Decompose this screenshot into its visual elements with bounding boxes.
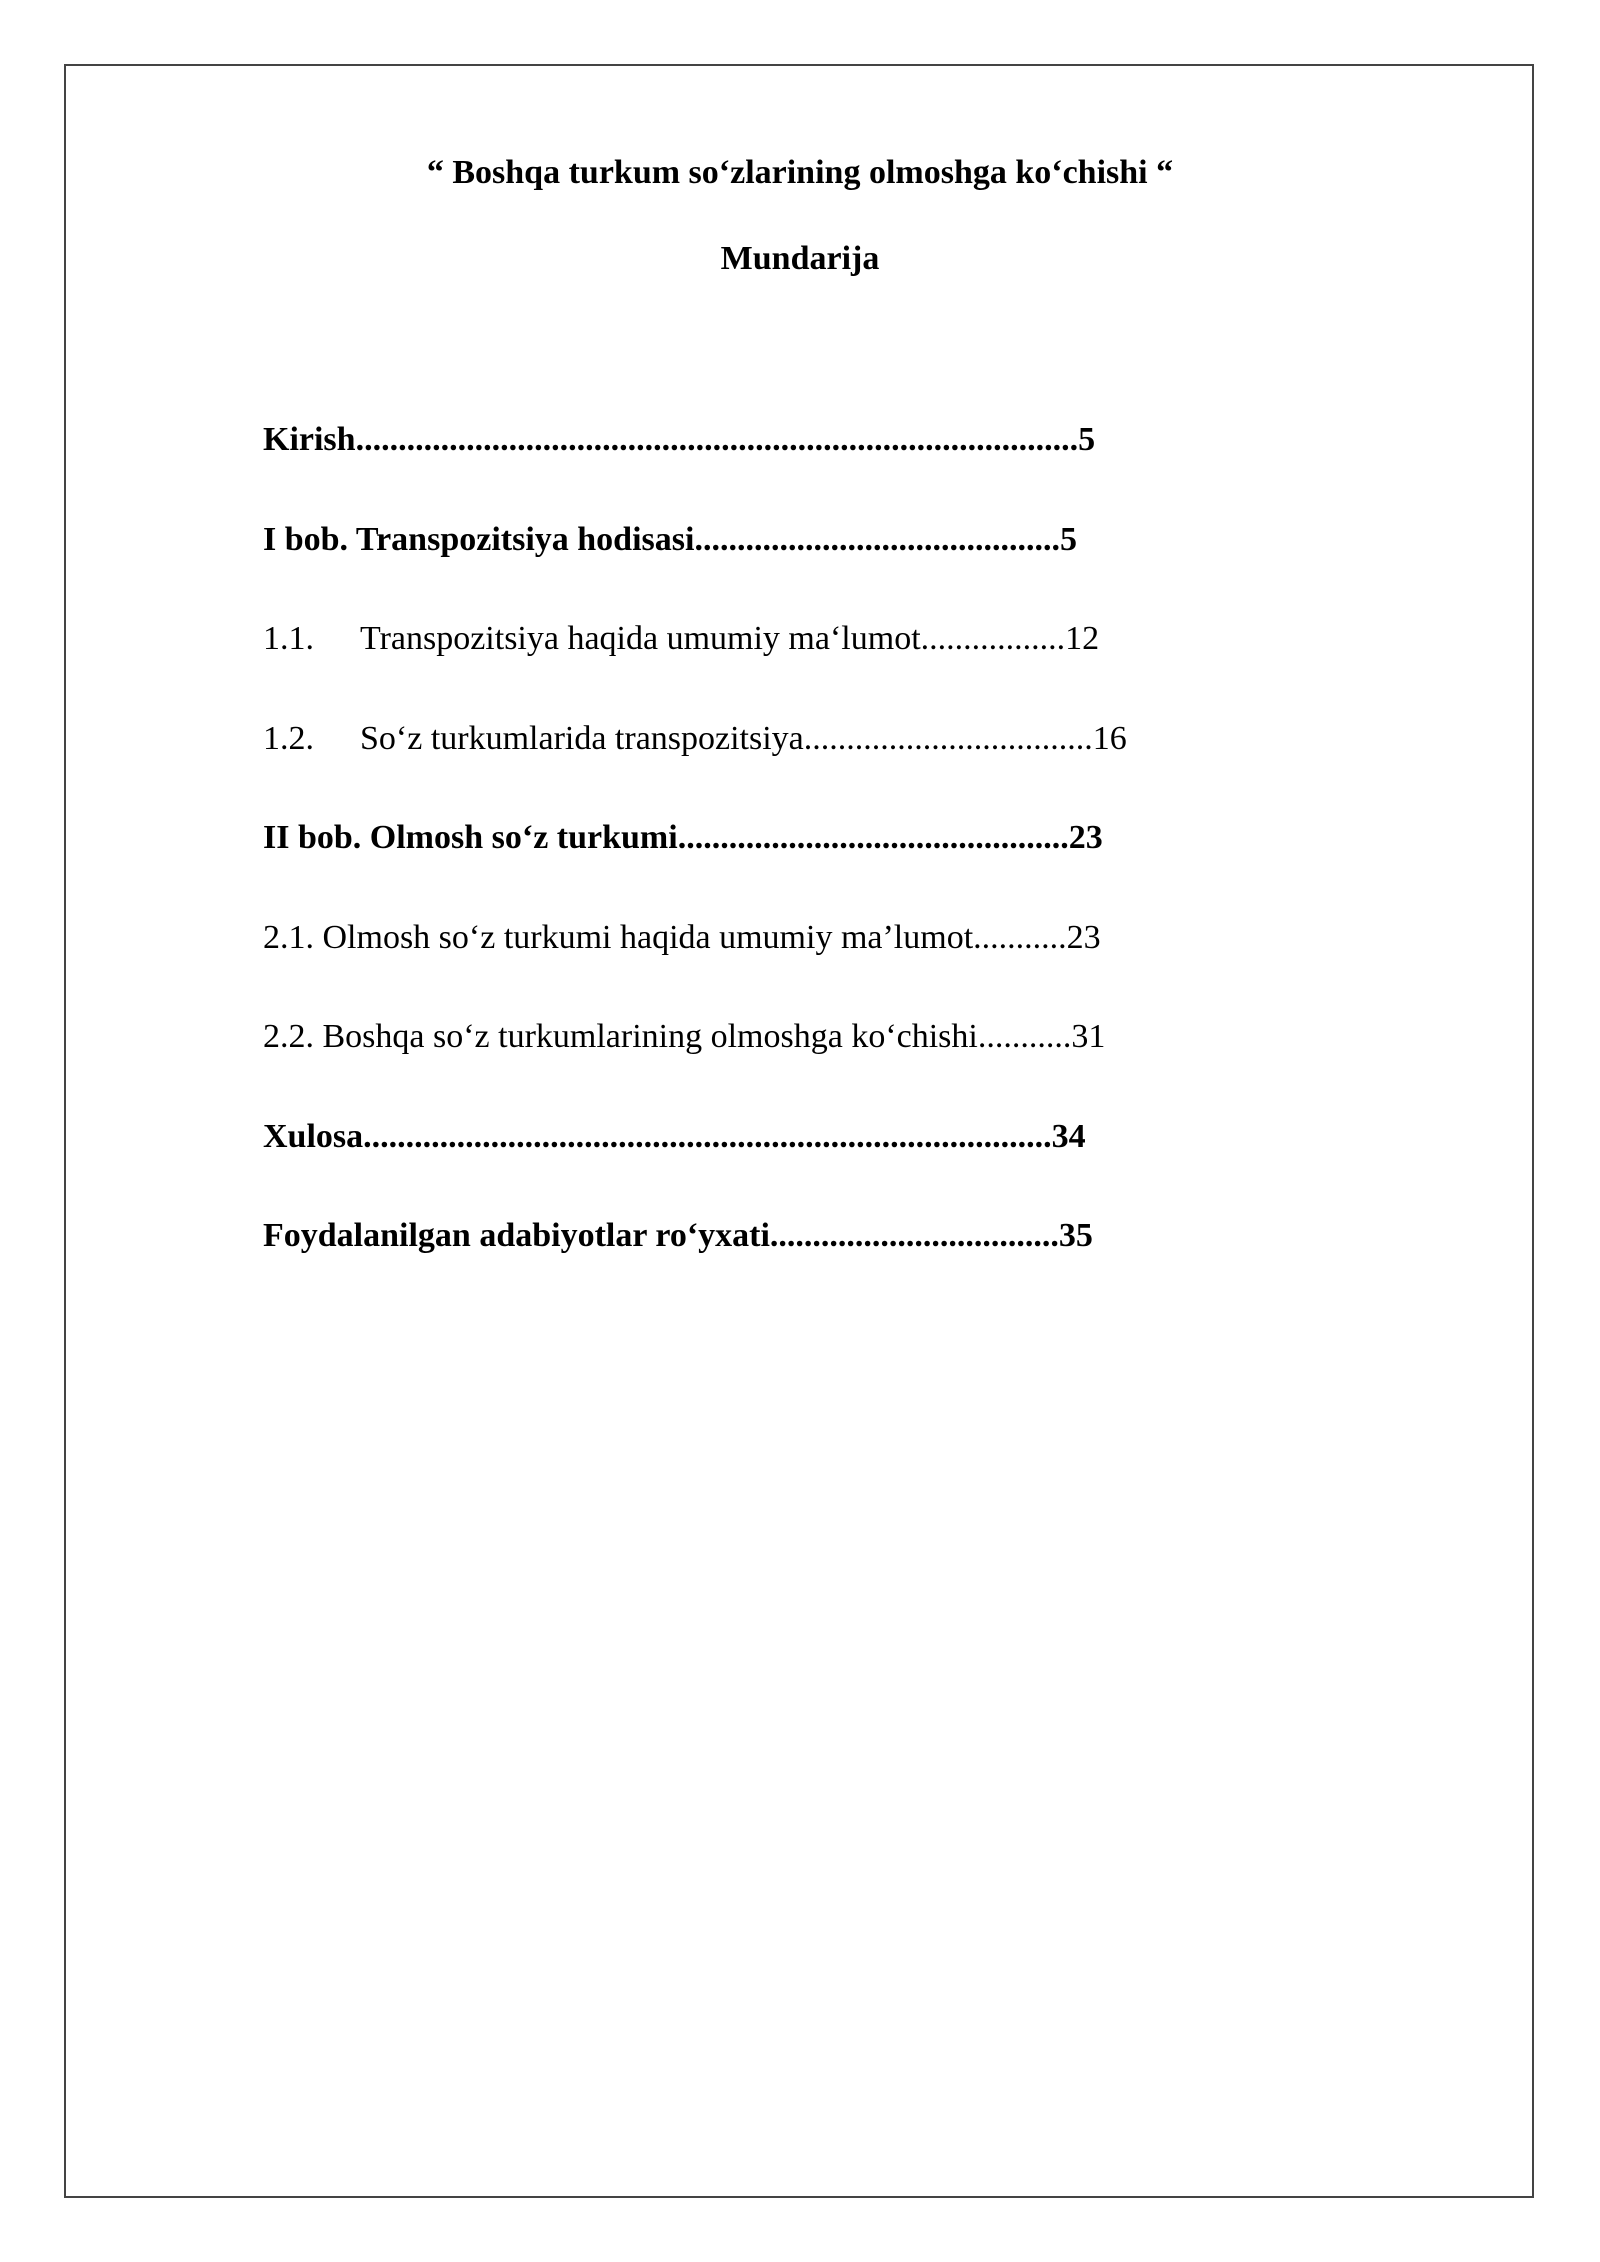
toc-entry-text: Kirish.....................................................................................5 bbox=[263, 421, 1096, 458]
document-title: “ Boshqa turkum so‘zlarining olmoshga ko‘chishi “ bbox=[426, 154, 1174, 191]
toc-entry-xulosa[interactable] bbox=[229, 1074, 1329, 1174]
toc-entry-text: I bob. Transpozitsiya hodisasi...........................................5 bbox=[263, 520, 1077, 558]
toc-heading: Mundarija bbox=[720, 240, 880, 277]
toc-entry-section-1-1[interactable] bbox=[229, 576, 1329, 676]
toc-entry-text: II bob. Olmosh so‘z turkumi..............................................23 bbox=[263, 819, 1103, 856]
toc-entry-section-1-2[interactable] bbox=[229, 676, 1329, 776]
toc-entry-number: 1.1. bbox=[263, 620, 314, 657]
toc-entry-text: So‘z turkumlarida transpozitsiya..................................16 bbox=[360, 719, 1127, 757]
toc-entry-text: 2.1. Olmosh so‘z turkumi haqida umumiy ma’lumot...........23 bbox=[263, 918, 1101, 956]
toc-entry-text: Transpozitsiya haqida umumiy ma‘lumot.................12 bbox=[360, 620, 1100, 657]
toc-entry-kirish[interactable] bbox=[229, 377, 1329, 477]
toc-entry-text: Xulosa.................................................................................34 bbox=[263, 1117, 1086, 1155]
toc-entry-text: 2.2. Boshqa so‘z turkumlarining olmoshga ko‘chishi...........31 bbox=[263, 1018, 1106, 1055]
toc-entry-number: 1.2. bbox=[263, 719, 314, 757]
toc-entry-section-2-2[interactable] bbox=[229, 974, 1329, 1074]
toc-entry-references[interactable] bbox=[229, 1173, 1329, 1273]
toc-entry-chapter-2[interactable] bbox=[229, 775, 1329, 875]
toc-entry-text: Foydalanilgan adabiyotlar ro‘yxati..................................35 bbox=[263, 1217, 1093, 1254]
table-of-contents bbox=[229, 377, 1329, 1273]
toc-entry-section-2-1[interactable] bbox=[229, 875, 1329, 975]
toc-entry-chapter-1[interactable] bbox=[229, 477, 1329, 577]
